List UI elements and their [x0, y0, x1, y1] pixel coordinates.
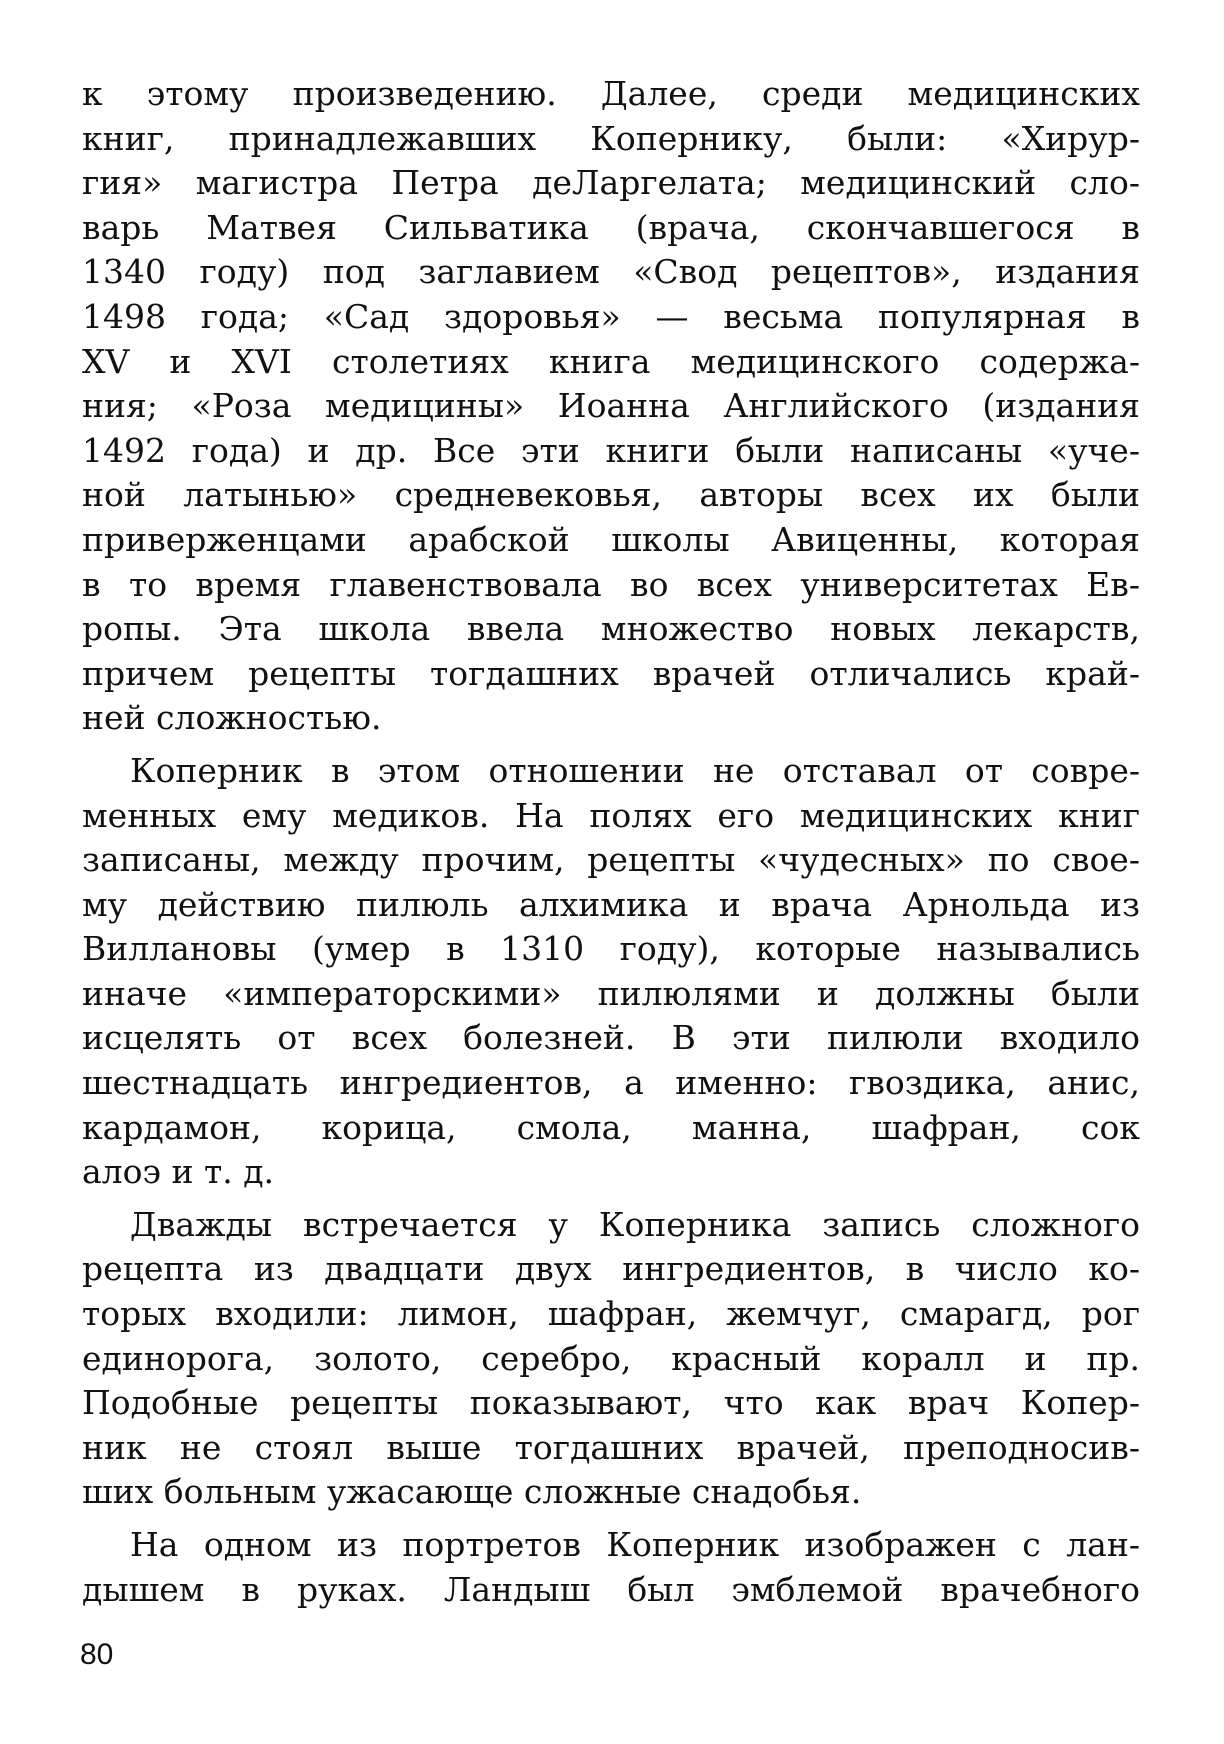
- text-line: торых входили: лимон, шафран, жемчуг, смарагд, рог: [82, 1294, 1140, 1334]
- paragraph-3: [82, 1203, 1140, 1515]
- text-line: дышем в руках. Ландыш был эмблемой врачебного: [82, 1569, 1140, 1609]
- text-line: ной латынью» средневековья, авторы всех их были: [82, 475, 1140, 515]
- text-line: На одном из портретов Коперник изображен с лан-: [130, 1525, 1140, 1564]
- text-line: рецепта из двадцати двух ингредиентов, в число ко-: [82, 1249, 1140, 1289]
- text-line: в то время главенствовала во всех университетах Ев-: [82, 564, 1140, 604]
- text-line: записаны, между прочим, рецепты «чудесных» по свое-: [82, 840, 1140, 880]
- text-line: XV и XVI столетиях книга медицинского содержа-: [82, 341, 1140, 381]
- text-line: 1498 года; «Сад здоровья» — весьма популярная в: [82, 296, 1140, 336]
- text-line: шестнадцать ингредиентов, а именно: гвоздика, анис,: [82, 1063, 1140, 1103]
- text-line: му действию пилюль алхимика и врача Арнольда из: [82, 884, 1140, 924]
- text-line: 1492 года) и др. Все эти книги были написаны «уче-: [82, 430, 1140, 470]
- text-line: причем рецепты тогдашних врачей отличались край-: [82, 653, 1140, 693]
- page-number: 80: [80, 1638, 114, 1671]
- text-line: ния; «Роза медицины» Иоанна Английского (издания: [82, 386, 1140, 426]
- text-line: книг, принадлежавших Копернику, были: «Хирур-: [82, 118, 1140, 158]
- text-line: к этому произведению. Далее, среди медицинских: [82, 74, 1140, 113]
- paragraph-4: [82, 1523, 1140, 1612]
- text-line: кардамон, корица, смола, манна, шафран, сок: [82, 1107, 1140, 1147]
- text-line: Виллановы (умер в 1310 году), которые назывались: [82, 929, 1140, 969]
- paragraph-1: [82, 72, 1140, 741]
- text-line: иначе «императорскими» пилюлями и должны были: [82, 973, 1140, 1013]
- body-text: [82, 72, 1140, 1612]
- text-line: гия» магистра Петра деЛаргелата; медицинский сло-: [82, 163, 1140, 203]
- text-line: ших больным ужасающе сложные снадобья.: [82, 1472, 862, 1512]
- text-line: Дважды встречается у Коперника запись сложного: [130, 1204, 1140, 1244]
- text-line: 1340 году) под заглавием «Свод рецептов», издания: [82, 252, 1140, 292]
- paragraph-2: [82, 749, 1140, 1195]
- text-line: исцелять от всех болезней. В эти пилюли входило: [82, 1018, 1140, 1058]
- text-line: единорога, золото, серебро, красный коралл и пр.: [82, 1338, 1140, 1378]
- text-line: варь Матвея Сильватика (врача, скончавшегося в: [82, 207, 1140, 247]
- text-line: Коперник в этом отношении не отставал от совре-: [130, 750, 1140, 790]
- text-line: ник не стоял выше тогдашних врачей, преподносив-: [82, 1427, 1140, 1467]
- text-line: ней сложностью.: [82, 698, 382, 738]
- text-line: Подобные рецепты показывают, что как врач Копер-: [82, 1383, 1140, 1423]
- text-line: ропы. Эта школа ввела множество новых лекарств,: [82, 609, 1140, 649]
- text-line: менных ему медиков. На полях его медицинских книг: [82, 795, 1140, 835]
- text-line: алоэ и т. д.: [82, 1152, 275, 1192]
- text-line: приверженцами арабской школы Авиценны, которая: [82, 519, 1140, 559]
